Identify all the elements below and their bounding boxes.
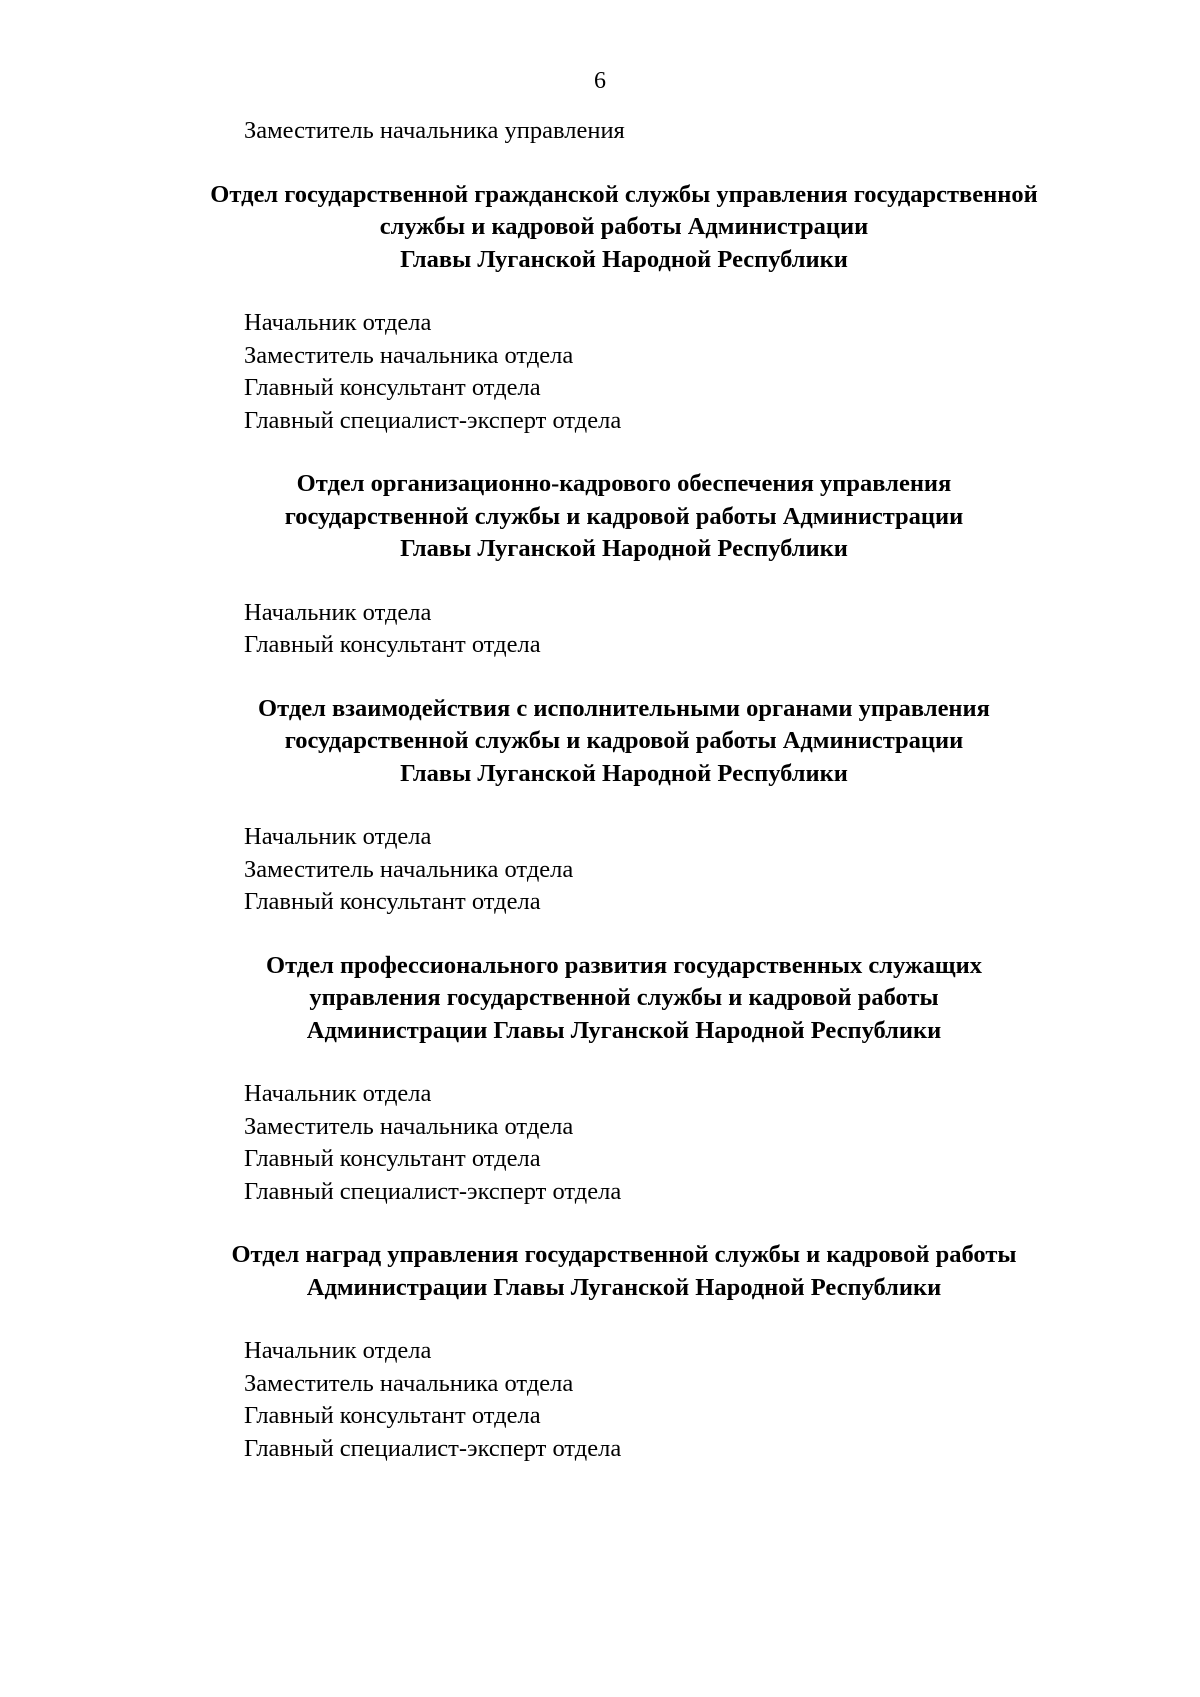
department-heading-line: Отдел профессионального развития государственных служащих — [266, 951, 982, 979]
intro-position: Заместитель начальника управления — [244, 117, 625, 144]
department-heading-line: Администрации Главы Луганской Народной Республики — [306, 1273, 942, 1301]
position-item: Главный консультант отдела — [244, 631, 541, 658]
position-item: Главный консультант отдела — [244, 888, 541, 915]
position-item: Главный консультант отдела — [244, 1145, 541, 1172]
department-heading — [0, 179, 1200, 277]
position-item: Главный специалист-эксперт отдела — [244, 1434, 622, 1462]
position-item: Начальник отдела — [244, 309, 432, 336]
department-section — [0, 468, 1200, 662]
position-list — [0, 1078, 1200, 1208]
position-item: Главный консультант отдела — [244, 1402, 541, 1429]
position-item: Главный консультант отдела — [244, 374, 541, 401]
department-section — [0, 179, 1200, 438]
department-heading-line: Отдел взаимодействия с исполнительными органами управления — [258, 694, 990, 722]
position-item: Начальник отдела — [244, 598, 432, 626]
position-item: Начальник отдела — [244, 1337, 432, 1364]
department-section — [0, 950, 1200, 1209]
position-item: Заместитель начальника отдела — [244, 1369, 574, 1397]
department-heading — [0, 468, 1200, 566]
department-section — [0, 1239, 1200, 1465]
document-body — [0, 115, 1200, 1465]
department-heading-line: службы и кадровой работы Администрации — [379, 213, 869, 240]
sections-container — [0, 179, 1200, 1466]
page-number: 6 — [594, 68, 606, 94]
department-heading-line: государственной службы и кадровой работы Администрации — [284, 727, 964, 754]
department-heading-line: Администрации Главы Луганской Народной Республики — [306, 1016, 942, 1044]
department-heading-line: Отдел наград управления государственной службы и кадровой работы — [231, 1241, 1017, 1268]
department-heading-line: Главы Луганской Народной Республики — [400, 245, 848, 273]
department-heading-line: Отдел организационно-кадрового обеспечения управления — [296, 470, 952, 497]
department-section — [0, 693, 1200, 919]
department-heading — [0, 950, 1200, 1048]
department-heading-line: управления государственной службы и кадровой работы — [309, 984, 939, 1011]
department-heading-line: Главы Луганской Народной Республики — [400, 759, 848, 787]
position-list — [0, 307, 1200, 437]
position-item: Главный специалист-эксперт отдела — [244, 1177, 622, 1205]
position-item: Начальник отдела — [244, 1080, 432, 1107]
position-item: Заместитель начальника отдела — [244, 1112, 574, 1140]
department-heading-line: Отдел государственной гражданской службы управления государственной — [210, 180, 1038, 208]
department-heading — [0, 1239, 1200, 1304]
department-heading — [0, 693, 1200, 791]
position-item: Заместитель начальника отдела — [244, 855, 574, 883]
position-list — [0, 1335, 1200, 1465]
department-heading-line: государственной службы и кадровой работы Администрации — [284, 502, 964, 530]
department-heading-line: Главы Луганской Народной Республики — [400, 535, 848, 562]
position-list — [0, 597, 1200, 662]
position-item: Заместитель начальника отдела — [244, 341, 574, 369]
position-item: Главный специалист-эксперт отдела — [244, 406, 622, 434]
position-item: Начальник отдела — [244, 823, 432, 850]
position-list — [0, 821, 1200, 919]
